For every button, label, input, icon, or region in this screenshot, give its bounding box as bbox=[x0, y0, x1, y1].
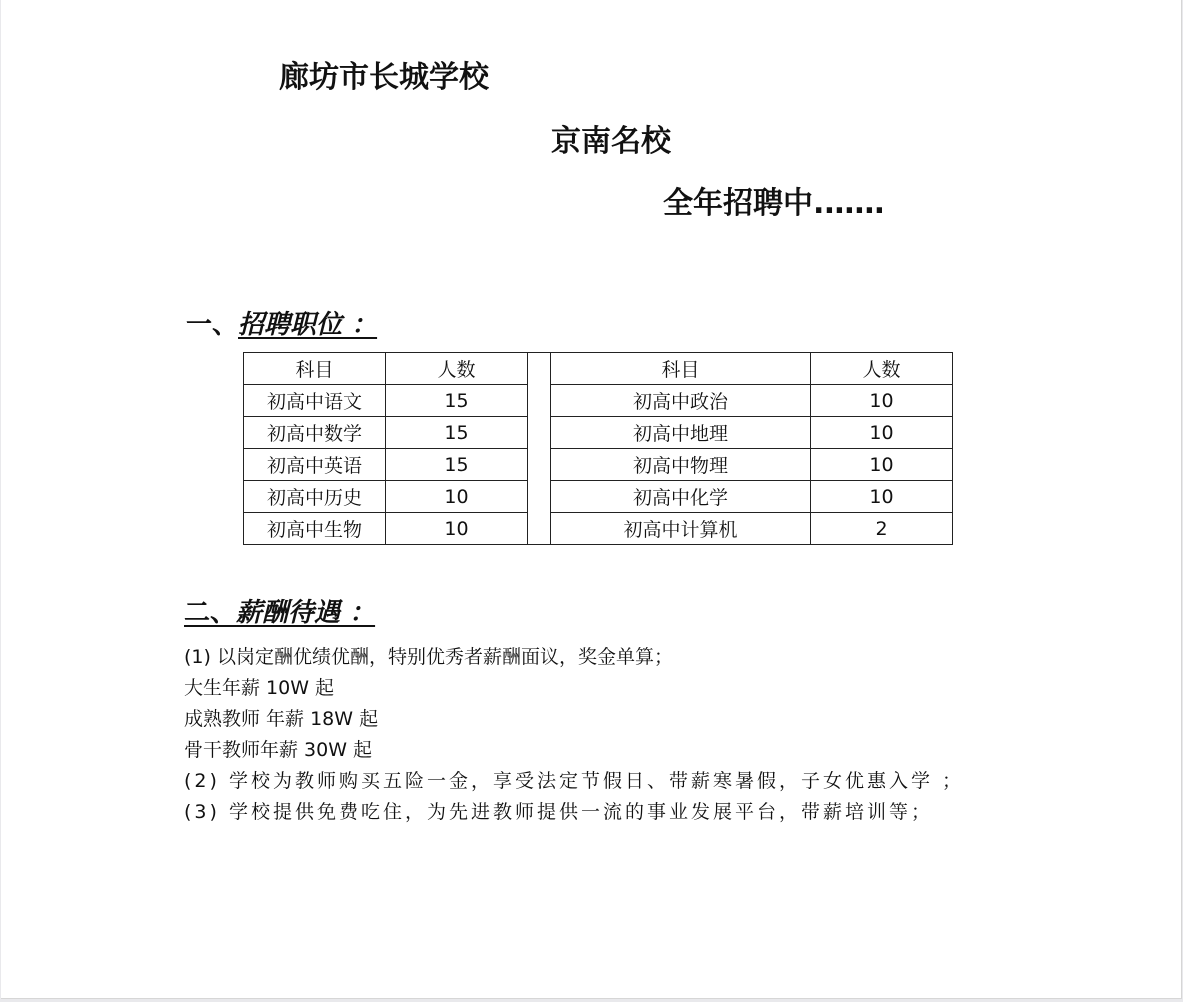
count-cell: 10 bbox=[386, 481, 528, 513]
table-row bbox=[244, 449, 953, 481]
section-number: 二、 bbox=[184, 598, 237, 628]
section-heading-positions bbox=[186, 304, 377, 341]
table-row bbox=[244, 513, 953, 545]
salary-details bbox=[184, 642, 964, 828]
subject-cell: 初高中历史 bbox=[244, 481, 386, 513]
count-cell: 10 bbox=[811, 417, 953, 449]
positions-table bbox=[243, 352, 953, 545]
document-page bbox=[1, 0, 1182, 999]
table-gap-column bbox=[528, 353, 551, 545]
section-number: 一、 bbox=[186, 310, 239, 340]
header-cell: 人数 bbox=[386, 353, 528, 385]
header-cell: 科目 bbox=[551, 353, 811, 385]
subject-cell: 初高中英语 bbox=[244, 449, 386, 481]
subject-cell: 初高中政治 bbox=[551, 385, 811, 417]
salary-line: 骨干教师年薪 30W 起 bbox=[184, 739, 373, 761]
count-cell: 10 bbox=[811, 449, 953, 481]
section-title: 薪酬待遇 ： bbox=[236, 598, 376, 628]
table-row bbox=[244, 417, 953, 449]
count-cell: 15 bbox=[386, 417, 528, 449]
school-name: 廊坊市长城学校 bbox=[279, 60, 489, 95]
slogan: 京南名校 bbox=[551, 124, 671, 159]
count-cell: 2 bbox=[811, 513, 953, 545]
header-cell: 人数 bbox=[811, 353, 953, 385]
subject-cell: 初高中数学 bbox=[244, 417, 386, 449]
count-cell: 10 bbox=[811, 481, 953, 513]
salary-line: 成熟教师 年薪 18W 起 bbox=[184, 708, 379, 730]
salary-line: (3) 学校提供免费吃住，为先进教师提供一流的事业发展平台，带薪培训等； bbox=[184, 801, 933, 823]
subject-cell: 初高中计算机 bbox=[551, 513, 811, 545]
count-cell: 15 bbox=[386, 449, 528, 481]
header-cell: 科目 bbox=[244, 353, 386, 385]
salary-line: (2) 学校为教师购买五险一金，享受法定节假日、带薪寒暑假，子女优惠入学 ； bbox=[184, 770, 964, 792]
subject-cell: 初高中生物 bbox=[244, 513, 386, 545]
table-row bbox=[244, 385, 953, 417]
count-cell: 10 bbox=[811, 385, 953, 417]
recruiting-banner: 全年招聘中.…… bbox=[663, 186, 885, 221]
section-title: 招聘职位 ： bbox=[238, 310, 378, 340]
salary-line: (1) 以岗定酬优绩优酬，特别优秀者薪酬面议，奖金单算； bbox=[184, 646, 673, 668]
table-header-row bbox=[244, 353, 953, 385]
count-cell: 15 bbox=[386, 385, 528, 417]
section-heading-salary bbox=[184, 592, 375, 629]
table-row bbox=[244, 481, 953, 513]
subject-cell: 初高中化学 bbox=[551, 481, 811, 513]
subject-cell: 初高中语文 bbox=[244, 385, 386, 417]
subject-cell: 初高中物理 bbox=[551, 449, 811, 481]
salary-line: 大生年薪 10W 起 bbox=[184, 677, 335, 699]
subject-cell: 初高中地理 bbox=[551, 417, 811, 449]
count-cell: 10 bbox=[386, 513, 528, 545]
